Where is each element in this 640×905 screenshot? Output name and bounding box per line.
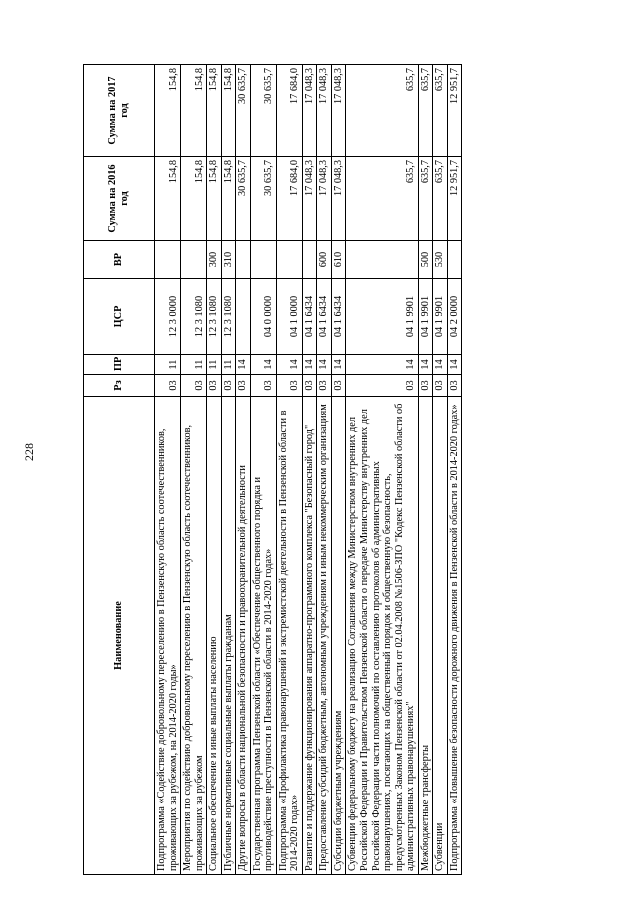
rotated-page-content — [83, 65, 583, 875]
cell-name: Субвенции — [433, 397, 448, 875]
cell-name: Предоставление субсидий бюджетным, автономным учреждениям и иным некоммерческим организациям — [317, 397, 332, 875]
table-body — [155, 65, 462, 875]
table-header — [84, 65, 155, 875]
cell-pr: 14 — [302, 355, 317, 375]
cell-sum-2017: 17 048,3 — [302, 65, 317, 157]
cell-sum-2016: 635,7 — [433, 157, 448, 241]
cell-pr: 14 — [418, 355, 433, 375]
cell-sum-2017: 635,7 — [346, 65, 418, 157]
cell-pr: 11 — [207, 355, 222, 375]
cell-pr: 14 — [317, 355, 332, 375]
cell-rz: 03 — [302, 375, 317, 397]
cell-csr: 04 1 9901 — [418, 279, 433, 355]
cell-csr: 04 1 6434 — [331, 279, 346, 355]
cell-vr — [346, 241, 418, 279]
cell-sum-2017: 154,8 — [207, 65, 222, 157]
cell-name: Подпрограмма «Содействие добровольному переселению в Пензенскую область соотечественников, проживающих за рубежом, на 2014-2020 годы» — [155, 397, 181, 875]
cell-vr — [447, 241, 462, 279]
cell-name: Подпрограмма «Повышение безопасности дорожного движения в Пензенской области в 2014-2020 годах» — [447, 397, 462, 875]
cell-rz: 03 — [331, 375, 346, 397]
cell-pr: 14 — [276, 355, 302, 375]
cell-csr: 04 0 0000 — [250, 279, 276, 355]
cell-sum-2016: 154,8 — [221, 157, 236, 241]
cell-sum-2016: 17 684,0 — [276, 157, 302, 241]
table-row — [418, 65, 433, 875]
cell-sum-2016: 17 048,3 — [331, 157, 346, 241]
cell-csr: 04 1 9901 — [346, 279, 418, 355]
cell-rz: 03 — [207, 375, 222, 397]
header-vr: ВР — [84, 241, 155, 279]
cell-vr: 300 — [207, 241, 222, 279]
cell-pr: 14 — [331, 355, 346, 375]
cell-sum-2016: 30 635,7 — [236, 157, 251, 241]
cell-sum-2017: 12 951,7 — [447, 65, 462, 157]
cell-vr — [302, 241, 317, 279]
cell-sum-2016: 154,8 — [181, 157, 207, 241]
table-row — [276, 65, 302, 875]
cell-pr: 11 — [155, 355, 181, 375]
header-sum-2016: Сумма на 2016 год — [84, 157, 155, 241]
cell-vr — [276, 241, 302, 279]
cell-sum-2016: 635,7 — [346, 157, 418, 241]
cell-pr: 11 — [181, 355, 207, 375]
table-row — [447, 65, 462, 875]
header-rz: Рз — [84, 375, 155, 397]
cell-sum-2017: 17 684,0 — [276, 65, 302, 157]
cell-pr: 14 — [447, 355, 462, 375]
cell-rz: 03 — [155, 375, 181, 397]
cell-rz: 03 — [346, 375, 418, 397]
cell-name: Другие вопросы в области национальной безопасности и правоохранительной деятельности — [236, 397, 251, 875]
table-row — [331, 65, 346, 875]
cell-sum-2016: 30 635,7 — [250, 157, 276, 241]
cell-sum-2016: 12 951,7 — [447, 157, 462, 241]
cell-sum-2016: 17 048,3 — [302, 157, 317, 241]
table-row — [221, 65, 236, 875]
cell-csr: 12 3 0000 — [155, 279, 181, 355]
rotated-table-container — [83, 65, 583, 875]
cell-sum-2017: 17 048,3 — [331, 65, 346, 157]
cell-sum-2017: 154,8 — [155, 65, 181, 157]
table-row — [181, 65, 207, 875]
cell-rz: 03 — [181, 375, 207, 397]
cell-csr: 12 3 1080 — [207, 279, 222, 355]
cell-vr: 600 — [317, 241, 332, 279]
cell-name: Социальное обеспечение и иные выплаты населению — [207, 397, 222, 875]
cell-sum-2017: 154,8 — [221, 65, 236, 157]
table-row — [317, 65, 332, 875]
cell-vr: 500 — [418, 241, 433, 279]
table-row — [346, 65, 418, 875]
cell-rz: 03 — [221, 375, 236, 397]
cell-pr: 14 — [433, 355, 448, 375]
header-sum-2017: Сумма на 2017 год — [84, 65, 155, 157]
cell-vr: 530 — [433, 241, 448, 279]
table-row — [236, 65, 251, 875]
cell-sum-2017: 635,7 — [418, 65, 433, 157]
cell-name: Межбюджетные трансферты — [418, 397, 433, 875]
cell-pr: 11 — [221, 355, 236, 375]
cell-rz: 03 — [433, 375, 448, 397]
cell-sum-2017: 30 635,7 — [250, 65, 276, 157]
cell-rz: 03 — [447, 375, 462, 397]
cell-pr: 14 — [346, 355, 418, 375]
cell-sum-2016: 154,8 — [155, 157, 181, 241]
cell-name: Государственная программа Пензенской области «Обеспечение общественного порядка и противодействие преступности в Пензенской области в 2014-2020 годах» — [250, 397, 276, 875]
cell-pr: 14 — [250, 355, 276, 375]
cell-sum-2016: 17 048,3 — [317, 157, 332, 241]
cell-csr: 04 1 6434 — [317, 279, 332, 355]
cell-sum-2016: 635,7 — [418, 157, 433, 241]
cell-vr — [155, 241, 181, 279]
cell-pr: 14 — [236, 355, 251, 375]
cell-csr: 04 1 0000 — [276, 279, 302, 355]
cell-rz: 03 — [317, 375, 332, 397]
cell-vr: 310 — [221, 241, 236, 279]
cell-name: Субсидии бюджетным учреждениям — [331, 397, 346, 875]
cell-sum-2017: 17 048,3 — [317, 65, 332, 157]
cell-csr: 04 1 9901 — [433, 279, 448, 355]
cell-name: Публичные нормативные социальные выплаты гражданам — [221, 397, 236, 875]
cell-vr: 610 — [331, 241, 346, 279]
table-row — [250, 65, 276, 875]
cell-vr — [236, 241, 251, 279]
header-name: Наименование — [84, 397, 155, 875]
cell-csr — [236, 279, 251, 355]
cell-rz: 03 — [236, 375, 251, 397]
header-csr: ЦСР — [84, 279, 155, 355]
cell-csr: 04 2 0000 — [447, 279, 462, 355]
table-row — [302, 65, 317, 875]
cell-csr: 12 3 1080 — [221, 279, 236, 355]
cell-vr — [181, 241, 207, 279]
cell-name: Мероприятия по содействию добровольному переселению в Пензенскую область соотечественников, проживающих за рубежом — [181, 397, 207, 875]
cell-csr: 04 1 6434 — [302, 279, 317, 355]
cell-name: Развитие и поддержание функционирования аппаратно-программного комплекса "Безопасный город" — [302, 397, 317, 875]
cell-rz: 03 — [276, 375, 302, 397]
cell-csr: 12 3 1080 — [181, 279, 207, 355]
table-row — [207, 65, 222, 875]
cell-name: Подпрограмма «Профилактика правонарушений и экстремистской деятельности в Пензенской области в 2014-2020 годах» — [276, 397, 302, 875]
page-number: 228 — [22, 443, 36, 461]
cell-name: Субвенции федеральному бюджету на реализацию Соглашения между Министерством внутренних дел Российской Федерации и Правительством Пензенской области о передаче Министерству внутренних дел Российской Федерации части полномочий по составлению протоколов об административных правонарушениях, посягающих на общественный порядок и общественную безопасность, предусмотренных Законом Пензенской области от 02.04.2008 №1506-ЗПО "Кодекс Пензенской области об административных правонарушениях" — [346, 397, 418, 875]
cell-rz: 03 — [250, 375, 276, 397]
budget-table — [83, 64, 462, 875]
cell-sum-2017: 154,8 — [181, 65, 207, 157]
cell-rz: 03 — [418, 375, 433, 397]
header-pr: ПР — [84, 355, 155, 375]
table-row — [155, 65, 181, 875]
cell-sum-2017: 635,7 — [433, 65, 448, 157]
header-row — [84, 65, 155, 875]
cell-sum-2016: 154,8 — [207, 157, 222, 241]
cell-vr — [250, 241, 276, 279]
table-row — [433, 65, 448, 875]
cell-sum-2017: 30 635,7 — [236, 65, 251, 157]
